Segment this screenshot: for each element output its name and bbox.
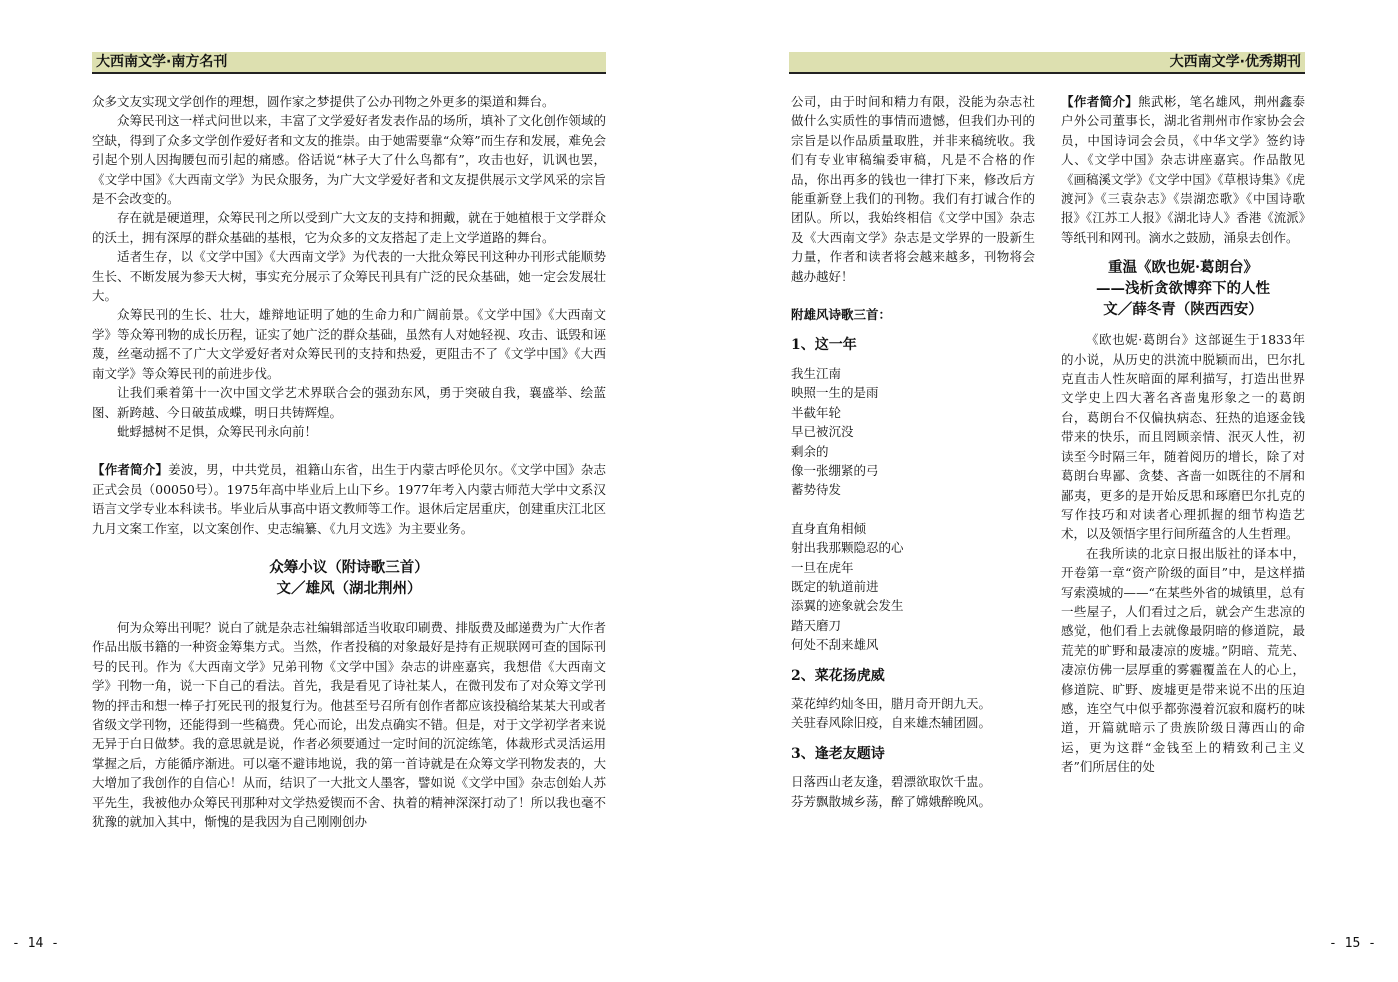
poem-title: 1、这一年	[791, 337, 857, 354]
article-title: 众筹小议（附诗歌三首）	[269, 558, 429, 576]
page-number: - 15 -	[1329, 936, 1376, 951]
article-subtitle: ——浅析贪欲博弈下的人性	[1096, 280, 1270, 298]
poem-line: 半截年轮	[791, 404, 842, 420]
paragraph: 公司，由于时间和精力有限，没能为杂志社做什么实质性的事情而遗憾，但我们办刊的宗旨是以作品质量取胜，并非来稿统收。我们有专业审稿编委审稿，凡是不合格的作品，你出再多的钱也一律打下来，修改后方能重新登上我们的刊物。我们有打诚合作的团队。所以，我始终相信《文学中国》杂志及《大西南文学》杂志是文学界的一股新生力量，作者和读者将会越来越多，刊物将会越办越好！	[791, 94, 1035, 284]
poem-line: 既定的轨道前进	[791, 578, 879, 594]
author-intro-label: 【作者简介】	[1061, 94, 1139, 109]
right-column-1	[791, 92, 1035, 811]
right-page-header	[789, 52, 1305, 74]
poem-line: 日落西山老友逢，碧漂欲取饮千盅。	[791, 774, 992, 790]
poem-line: 直身直角相倾	[791, 520, 867, 536]
paragraph: 存在就是硬道理，众筹民刊之所以受到广大文友的支持和拥戴，就在于她植根于文学群众的沃土，拥有深厚的群众基础的基根，它为众多的文友搭起了走上文学道路的舞台。	[92, 210, 606, 245]
right-column-2	[1061, 92, 1305, 777]
poems-intro: 附雄风诗歌三首：	[791, 307, 892, 323]
poem-line: 踏天磨刀	[791, 617, 842, 633]
poem-line: 菜花绰约灿冬田，腊月奇开朗九天。	[791, 695, 992, 711]
poem-line: 我生江南	[791, 365, 842, 381]
author-intro-text: 姜波，男，中共党员，祖籍山东省，出生于内蒙古呼伦贝尔。《文学中国》杂志正式会员（00050号）。1975年高中毕业后上山下乡。1977年考入内蒙古师范大学中文系汉语言文学专业本科读书。毕业后从事高中语文教师等工作。退休后定居重庆，创建重庆江北区九月文案工作室，以文案创作、史志编纂、《九月文选》为主要业务。	[92, 462, 606, 536]
paragraph: 适者生存，以《文学中国》《大西南文学》为代表的一大批众筹民刊这种办刊形式能顺势生长、不断发展为参天大树，事实充分展示了众筹民刊具有广泛的民众基础，她一定会发展壮大。	[92, 249, 606, 304]
paragraph: 让我们乘着第十一次中国文学艺术界联合会的强劲东风，勇于突破自我，襄盛举、绘蓝图、新跨越、今日破茧成蝶，明日共铸辉煌。	[92, 385, 606, 420]
poem-line: 关驻春风除旧疫，自来雄杰辅团圆。	[791, 715, 992, 731]
poem-line: 芬芳飘散城乡荡，醉了嫦娥醉晚风。	[791, 793, 992, 809]
poem-line: 早已被沉没	[791, 424, 854, 440]
poem-line: 添翼的迹象就会发生	[791, 598, 904, 614]
right-header-text: 大西南文学·优秀期刊	[1169, 54, 1301, 70]
paragraph: 众筹民刊这一样式问世以来，丰富了文学爱好者发表作品的场所，填补了文化创作领域的空缺，得到了众多文学创作爱好者和文友的推崇。由于她需要靠“众筹”而生存和发展，难免会引起个别人因掏腰包而引起的痛感。俗话说“林子大了什么鸟都有”，攻击也好，讥讽也罢，《文学中国》《大西南文学》为民众服务，为广大文学爱好者和文友提供展示文学风采的宗旨是不会改变的。	[92, 113, 606, 207]
poem-line: 何处不刮来雄风	[791, 637, 879, 653]
right-page	[699, 0, 1398, 982]
author-intro	[1061, 92, 1305, 247]
poem-line: 像一张绷紧的弓	[791, 462, 879, 478]
author-intro-label: 【作者简介】	[92, 462, 169, 478]
paragraph: 蚍蜉撼树不足惧，众筹民刊永向前！	[117, 423, 318, 439]
poem-line: 蓄势待发	[791, 482, 842, 498]
article-title: 重温《欧也妮·葛朗台》	[1107, 259, 1259, 277]
article-byline: 文／雄风（湖北荆州）	[276, 579, 422, 597]
left-header-text: 大西南文学·南方名刊	[96, 54, 228, 70]
left-page-header	[92, 52, 606, 74]
poem-line: 映照一生的是雨	[791, 385, 879, 401]
left-column	[92, 92, 606, 831]
author-intro	[92, 460, 606, 538]
article-body: 在我所读的北京日报出版社的译本中，开卷第一章“资产阶级的面目”中，是这样描写索漠城的——“在某些外省的城镇里，总有一些屋子，人们看过之后，就会产生悲凉的感觉，他们看上去就像最阴暗的修道院，最荒芜的旷野和最凄凉的废墟。”阴暗、荒芜、凄凉仿佛一层厚重的雾霾覆盖在人的心上，修道院、旷野、废墟更是带来说不出的压迫感，连空气中似乎都弥漫着沉寂和腐朽的味道，开篇就暗示了贵族阶级日薄西山的命运，更为这群“金钱至上的精致利己主义者”们所居住的处	[1061, 545, 1305, 775]
poem-line: 剩余的	[791, 443, 829, 459]
poem-line: 射出我那颗隐忍的心	[791, 540, 904, 556]
author-intro-text: 熊武彬，笔名雄风，荆州鑫泰户外公司董事长，湖北省荆州市作家协会会员，中国诗词会会员，《中华文学》签约诗人、《文学中国》杂志讲座嘉宾。作品散见《画稿溪文学》《文学中国》《草根诗集》《虎渡河》《三袁杂志》《崇湖恋歌》《中国诗歌报》《江苏工人报》《湖北诗人》香港《流派》等纸刊和网刊。滴水之鼓励，涌泉去创作。	[1061, 94, 1305, 245]
paragraph: 众筹民刊的生长、壮大，雄辩地证明了她的生命力和广阔前景。《文学中国》《大西南文学》等众筹刊物的成长历程，证实了她广泛的群众基础，虽然有人对她轻视、攻击、诋毁和诬蔑，丝毫动摇不了广大文学爱好者对众筹民刊的支持和热爱，更阻击不了《文学中国》《大西南文学》等众筹民刊的前进步伐。	[92, 307, 606, 381]
page-number: - 14 -	[12, 936, 59, 951]
article-body: 《欧也妮·葛朗台》这部诞生于1833年的小说，从历史的洪流中脱颖而出，巴尔扎克直击人性灰暗面的犀利描写，打造出世界文学史上四大著名吝啬鬼形象之一的葛朗台，葛朗台不仅偏执病态、狂热的追逐金钱带来的快乐，而且罔顾亲情、泯灭人性，初读至今时隔三年，随着阅历的增长，除了对葛朗台卑鄙、贪婪、吝啬一如既往的不屑和鄙夷，更多的是开始反思和琢磨巴尔扎克的写作技巧和对读者心理抓握的细节构造艺术，以及领悟字里行间所蕴含的人生哲理。	[1061, 332, 1305, 542]
poem-title: 2、菜花扬虎威	[791, 667, 885, 684]
article-body: 何为众筹出刊呢？说白了就是杂志社编辑部适当收取印刷费、排版费及邮递费为广大作者作品出版书籍的一种资金筹集方式。当然，作者投稿的对象最好是持有正规联网可查的国际刊号的民刊。作为《大西南文学》兄弟刊物《文学中国》杂志的讲座嘉宾，我想借《大西南文学》刊物一角，说一下自己的看法。首先，我是看见了诗社某人，在微刊发布了对众筹文学刊物的抨击和想一棒子打死民刊的报复行为。他甚至号召所有创作者都应该投稿给某某大刊或者省级文学刊物，还能得到一些稿费。凭心而论，出发点确实不错。但是，对于文学初学者来说无异于白日做梦。我的意思就是说，作者必须要通过一定时间的沉淀练笔，体裁形式灵活运用掌握之后，方能循序渐进。可以毫不避讳地说，我的第一首诗就是在众筹文学刊物发表的，大大增加了我创作的自信心！从而，结识了一大批文人墨客，譬如说《文学中国》杂志创始人苏平先生，我被他办众筹民刊那种对文学热爱锲而不舍、执着的精神深深打动了！所以我也毫不犹豫的就加入其中，惭愧的是我因为自己刚刚创办	[92, 619, 606, 829]
poem-title: 3、逢老友题诗	[791, 745, 885, 762]
paragraph: 众多文友实现文学创作的理想，圆作家之梦提供了公办刊物之外更多的渠道和舞台。	[92, 94, 555, 109]
article-byline: 文／薛冬青（陕西西安）	[1103, 301, 1263, 319]
poem-line: 一旦在虎年	[791, 559, 854, 575]
